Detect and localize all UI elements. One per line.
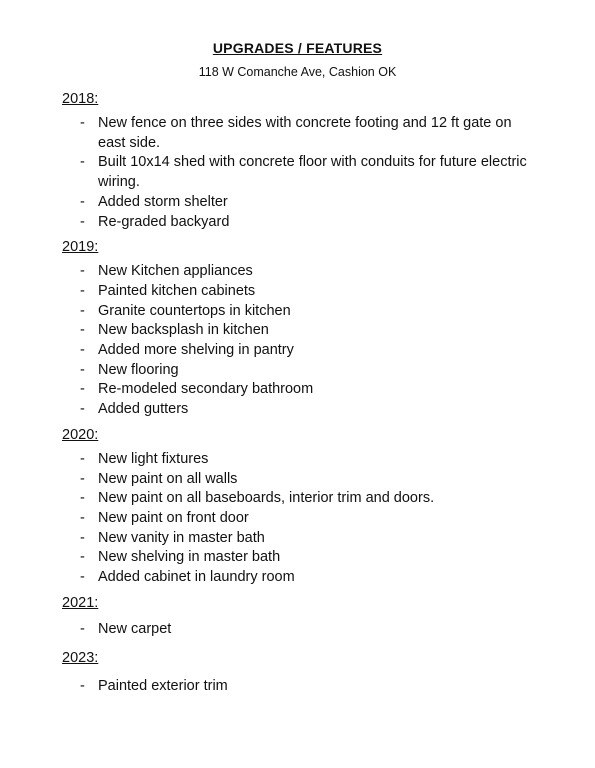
item-text: New backsplash in kitchen bbox=[98, 322, 269, 339]
dash-bullet: - bbox=[80, 381, 85, 398]
list-item bbox=[62, 620, 532, 640]
item-list bbox=[62, 114, 532, 232]
item-text: New light fixtures bbox=[98, 450, 209, 467]
item-list bbox=[62, 620, 532, 640]
dash-bullet: - bbox=[80, 569, 85, 586]
item-text: New paint on all walls bbox=[98, 470, 238, 487]
item-text: New paint on all baseboards, interior trim and doors. bbox=[98, 490, 435, 507]
item-text: Painted kitchen cabinets bbox=[98, 282, 256, 299]
list-item bbox=[62, 548, 532, 568]
dash-bullet: - bbox=[80, 678, 85, 695]
year-heading: 2019: bbox=[62, 239, 99, 256]
section-2018 bbox=[62, 89, 532, 232]
list-item bbox=[62, 262, 532, 282]
item-text: New flooring bbox=[98, 361, 179, 378]
item-list bbox=[62, 677, 532, 697]
dash-bullet: - bbox=[80, 115, 85, 131]
item-text: Granite countertops in kitchen bbox=[98, 302, 291, 319]
dash-bullet: - bbox=[80, 361, 85, 378]
dash-bullet: - bbox=[80, 263, 85, 280]
section-2019 bbox=[62, 237, 532, 420]
item-text: New vanity in master bath bbox=[98, 529, 265, 546]
dash-bullet: - bbox=[80, 470, 85, 487]
dash-bullet: - bbox=[80, 282, 85, 299]
year-heading: 2018: bbox=[62, 91, 99, 107]
page-title: UPGRADES / FEATURES bbox=[212, 40, 383, 56]
list-item bbox=[62, 341, 532, 361]
item-text: New shelving in master bath bbox=[98, 549, 281, 566]
dash-bullet: - bbox=[80, 509, 85, 526]
dash-bullet: - bbox=[80, 549, 85, 566]
item-text: New fence on three sides with concrete footing and 12 ft gate on east side. bbox=[98, 115, 512, 151]
dash-bullet: - bbox=[80, 302, 85, 319]
item-text: Painted exterior trim bbox=[98, 678, 228, 695]
year-heading: 2020: bbox=[62, 426, 99, 443]
list-item bbox=[62, 509, 532, 529]
dash-bullet: - bbox=[80, 342, 85, 359]
year-heading: 2023: bbox=[62, 650, 99, 667]
item-text: Built 10x14 shed with concrete floor with conduits for future electric wiring. bbox=[98, 154, 527, 191]
year-heading: 2021: bbox=[62, 594, 99, 611]
list-item bbox=[62, 529, 532, 549]
list-item bbox=[62, 282, 532, 302]
dash-bullet: - bbox=[80, 193, 85, 210]
dash-bullet: - bbox=[80, 401, 85, 418]
list-item bbox=[62, 470, 532, 490]
list-item bbox=[62, 114, 532, 153]
list-item bbox=[62, 568, 532, 588]
list-item bbox=[62, 213, 532, 233]
list-item bbox=[62, 193, 532, 213]
list-item bbox=[62, 380, 532, 400]
list-item bbox=[62, 321, 532, 341]
item-text: Re-modeled secondary bathroom bbox=[98, 381, 314, 398]
list-item bbox=[62, 153, 532, 192]
property-address: 118 W Comanche Ave, Cashion OK bbox=[198, 65, 397, 79]
dash-bullet: - bbox=[80, 490, 85, 507]
dash-bullet: - bbox=[80, 529, 85, 546]
section-2023 bbox=[62, 648, 532, 697]
list-item bbox=[62, 677, 532, 697]
list-item bbox=[62, 302, 532, 322]
item-text: Added cabinet in laundry room bbox=[98, 569, 295, 586]
item-text: Added more shelving in pantry bbox=[98, 342, 294, 359]
dash-bullet: - bbox=[80, 154, 85, 171]
section-2020 bbox=[62, 425, 532, 588]
item-text: New paint on front door bbox=[98, 509, 249, 526]
list-item bbox=[62, 489, 532, 509]
dash-bullet: - bbox=[80, 213, 85, 230]
dash-bullet: - bbox=[80, 322, 85, 339]
item-text: New carpet bbox=[98, 620, 172, 637]
list-item bbox=[62, 450, 532, 470]
item-text: Re-graded backyard bbox=[98, 213, 230, 230]
list-item bbox=[62, 400, 532, 420]
item-list bbox=[62, 450, 532, 588]
item-list bbox=[62, 262, 532, 420]
item-text: New Kitchen appliances bbox=[98, 263, 253, 280]
item-text: Added gutters bbox=[98, 401, 189, 418]
dash-bullet: - bbox=[80, 620, 85, 637]
dash-bullet: - bbox=[80, 450, 85, 467]
section-2021 bbox=[62, 593, 532, 640]
list-item bbox=[62, 361, 532, 381]
upgrades-list bbox=[62, 89, 532, 702]
item-text: Added storm shelter bbox=[98, 193, 228, 210]
